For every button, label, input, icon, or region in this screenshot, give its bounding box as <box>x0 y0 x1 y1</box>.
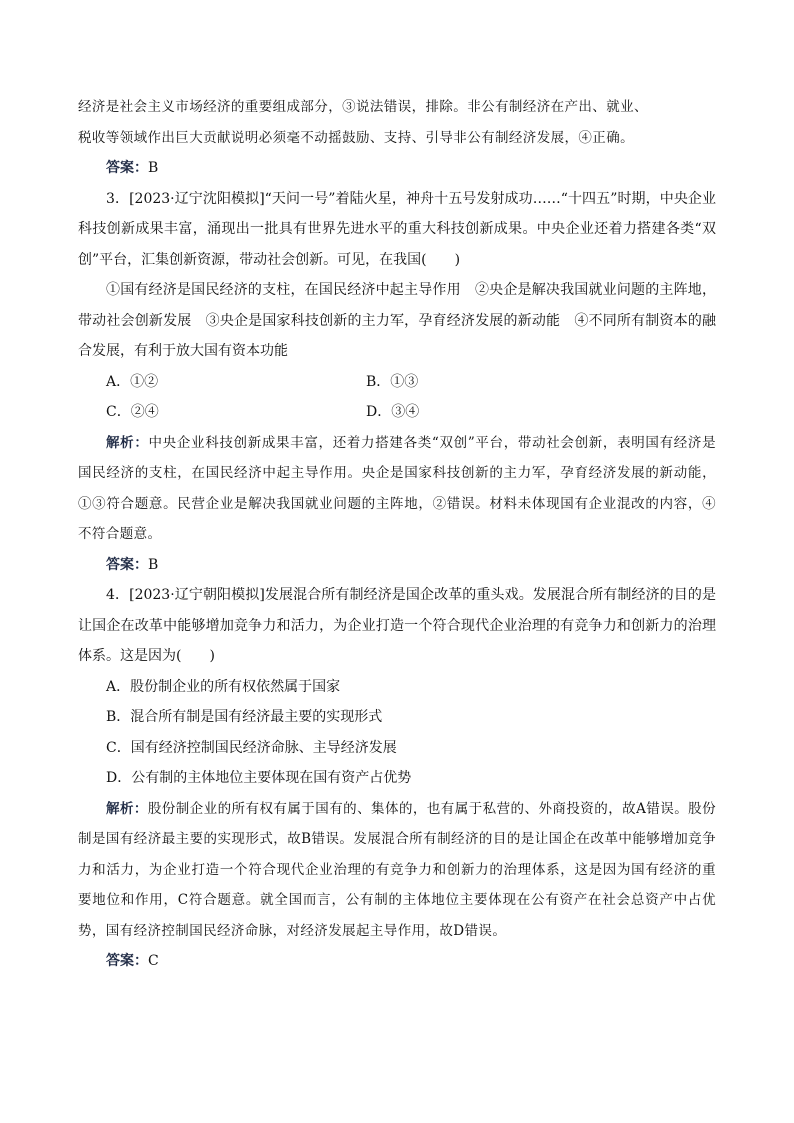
prev-explanation-line-2: 税收等领域作出巨大贡献说明必须毫不动摇鼓励、支持、引导非公有制经济发展，④正确。 <box>78 129 634 146</box>
explanation-text: 中央企业科技创新成果丰富，还着力搭建各类“双创”平台，带动社会创新，表明国有经济是国民经济的支柱，在国民经济中起主导作用。央企是国家科技创新的主力军，孕育经济发展的新动能，①③符合题意。民营企业是解决我国就业问题的主阵地，②错误。材料未体现国有企业混改的内容，④不符合题意。 <box>78 434 717 542</box>
answer-value: B <box>148 556 159 573</box>
question-3-stem: 3．[2023·辽宁沈阳模拟]“天问一号”着陆火星，神舟十五号发射成功……“十四五”时期，中央企业科技创新成果丰富，涌现出一批具有世界先进水平的重大科技创新成果。中央企业还着力搭建各类“双创”平台，汇集创新资源，带动社会创新。可见，在我国( ) <box>78 190 716 268</box>
option-c[interactable]: C．②④ <box>106 404 159 420</box>
question-3-explanation <box>78 428 716 550</box>
question-3-options-row-1 <box>78 367 716 398</box>
answer-value: C <box>148 953 159 969</box>
explanation-label: 解析： <box>106 800 148 817</box>
option-b[interactable]: B．①③ <box>366 373 419 390</box>
answer-prev <box>78 153 716 184</box>
answer-label: 答案： <box>106 556 148 573</box>
answer-label: 答案： <box>106 160 148 176</box>
question-3-options-row-2 <box>78 397 716 428</box>
answer-q4 <box>78 946 716 977</box>
option-d[interactable]: D．公有制的主体地位主要体现在国有资产占优势 <box>106 770 412 786</box>
answer-value: B <box>148 160 159 176</box>
question-4-stem: 4．[2023·辽宁朝阳模拟]发展混合所有制经济是国企改革的重头戏。发展混合所有制经济的目的是让国企在改革中能够增加竞争力和活力，为企业打造一个符合现代企业治理的有竞争力和创新力的治理体系。这是因为( ) <box>78 587 716 664</box>
explanation-label: 解析： <box>106 434 149 451</box>
option-c[interactable]: C．国有经济控制国民经济命脉、主导经济发展 <box>106 739 397 756</box>
answer-q3 <box>78 550 716 581</box>
option-a[interactable]: A．①② <box>106 373 159 390</box>
answer-label: 答案： <box>106 953 148 969</box>
question-3-statements: ①国有经济是国民经济的支柱，在国民经济中起主导作用 ②央企是解决我国就业问题的主阵地，带动社会创新发展 ③央企是国家科技创新的主力军，孕育经济发展的新动能 ④不同所有制资本的融合发展，有利于放大国有资本功能 <box>78 282 716 359</box>
option-a[interactable]: A．股份制企业的所有权依然属于国家 <box>106 678 341 695</box>
question-4-explanation <box>78 794 716 947</box>
document-content <box>78 92 716 977</box>
prev-explanation-line-1: 经济是社会主义市场经济的重要组成部分，③说法错误，排除。非公有制经济在产出、就业、 <box>78 99 648 115</box>
option-d[interactable]: D．③④ <box>366 404 420 420</box>
option-b[interactable]: B．混合所有制是国有经济最主要的实现形式 <box>106 709 383 725</box>
explanation-text: 股份制企业的所有权有属于国有的、集体的，也有属于私营的、外商投资的，故A错误。股份制是国有经济最主要的实现形式，故B错误。发展混合所有制经济的目的是让国企在改革中能够增加竞争力和活力，为企业打造一个符合现代企业治理的有竞争力和创新力的治理体系，这是因为国有经济的重要地位和作用，C符合题意。就全国而言，公有制的主体地位主要体现在公有资产在社会总资产中占优势，国有经济控制国民经济命脉，对经济发展起主导作用，故D错误。 <box>78 800 716 939</box>
